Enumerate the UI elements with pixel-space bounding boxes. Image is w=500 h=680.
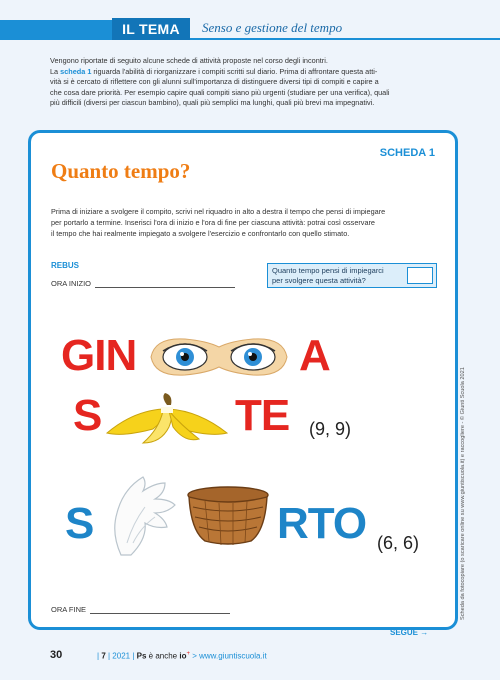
estimate-box	[267, 263, 437, 288]
estimate-input[interactable]	[407, 267, 433, 284]
segue-link[interactable]	[390, 628, 428, 637]
rebus1-text-s: S	[73, 391, 102, 440]
issue-number: 7	[101, 651, 106, 661]
ora-inizio-field[interactable]	[95, 280, 235, 288]
basket-icon	[183, 485, 273, 547]
scheda-label: SCHEDA 1	[379, 147, 435, 159]
footer-meta: | 7 | 2021 | Ps è anche io+ > www.giuntiscuola.it	[97, 651, 267, 661]
activity-card	[28, 130, 458, 630]
intro-line: Vengono riportate di seguito alcune schede di attività proposte nel corso degli incontri.	[50, 56, 328, 65]
section-tab: IL TEMA	[112, 18, 190, 40]
issue-year: 2021	[112, 651, 131, 661]
rebus2-text-rto: RTO	[277, 499, 367, 548]
desc-line: il tempo che hai realmente impiegato a svolgere l'esercizio e confrontarlo con quello stimato.	[51, 229, 350, 238]
rebus1-text-gin: GIN	[61, 331, 137, 380]
rebus1-text-a: A	[299, 331, 330, 380]
intro-line	[50, 67, 448, 78]
eyes-mask-icon	[145, 333, 293, 381]
estimate-line: Quanto tempo pensi di impiegarci	[272, 266, 384, 275]
page-number: 30	[50, 649, 63, 661]
ora-inizio-label: ORA INIZIO	[51, 279, 92, 288]
rebus2-text-s: S	[65, 499, 94, 548]
site-link[interactable]: > www.giuntiscuola.it	[192, 651, 267, 661]
section-subtitle: Senso e gestione del tempo	[190, 18, 500, 40]
intro-line: che cosa dare priorità. Per esempio capire quali compiti siano più urgenti (studiare per una verifica), quali	[50, 87, 390, 97]
rebus1-text-te: TE	[235, 391, 290, 440]
arrow-right-icon: →	[420, 628, 429, 637]
estimate-line: per svolgere questa attività?	[272, 276, 366, 285]
rebus1-hint: (9, 9)	[309, 419, 352, 439]
ora-fine-label: ORA FINE	[51, 605, 87, 614]
desc-line: per portarlo a termine. Inserisci l'ora di inizio e l'ora di fine per ciascuna attività: potrai così osservare	[51, 218, 375, 227]
io-logo: io	[179, 651, 187, 661]
banana-peel-icon	[103, 393, 231, 445]
footer	[0, 646, 500, 666]
desc-line: Prima di iniziare a svolgere il compito, scrivi nel riquadro in alto a destra il tempo che pensi di impiegare	[51, 207, 386, 216]
wing-icon	[107, 473, 179, 559]
segue-label: SEGUE	[390, 628, 419, 637]
intro-line: più difficili (diversi per ciascun bambino), quali più semplici ma lunghi, quali più brevi ma impegnativi.	[50, 98, 375, 108]
brand-logo: Ps	[136, 651, 147, 661]
ora-inizio-row	[51, 279, 235, 288]
intro-text	[50, 56, 448, 109]
rebus2-hint: (6, 6)	[377, 533, 420, 553]
plus-icon: +	[186, 651, 190, 657]
side-credit: Scheda da fotocopiare (o scaricare online su www.giuntiscuola.it) e raccogliere - © Giunti Scuola 2021	[460, 367, 466, 620]
card-description	[51, 206, 443, 239]
ora-fine-row	[51, 605, 230, 614]
rebus-label: REBUS	[51, 261, 80, 270]
card-title: Quanto tempo?	[51, 159, 191, 183]
also-label: è anche	[148, 651, 178, 661]
intro-line-pre: La	[50, 66, 61, 76]
ora-fine-field[interactable]	[90, 606, 230, 614]
intro-line: vità si è cercato di riflettere con gli alunni sull'importanza di distinguere diversi tipi di compiti e capire a	[50, 77, 379, 87]
intro-line-post: riguarda l'abilità di riorganizzare i compiti scritti sul diario. Prima di affrontare questa atti-	[91, 66, 378, 76]
scheda-highlight: scheda 1	[60, 66, 92, 76]
